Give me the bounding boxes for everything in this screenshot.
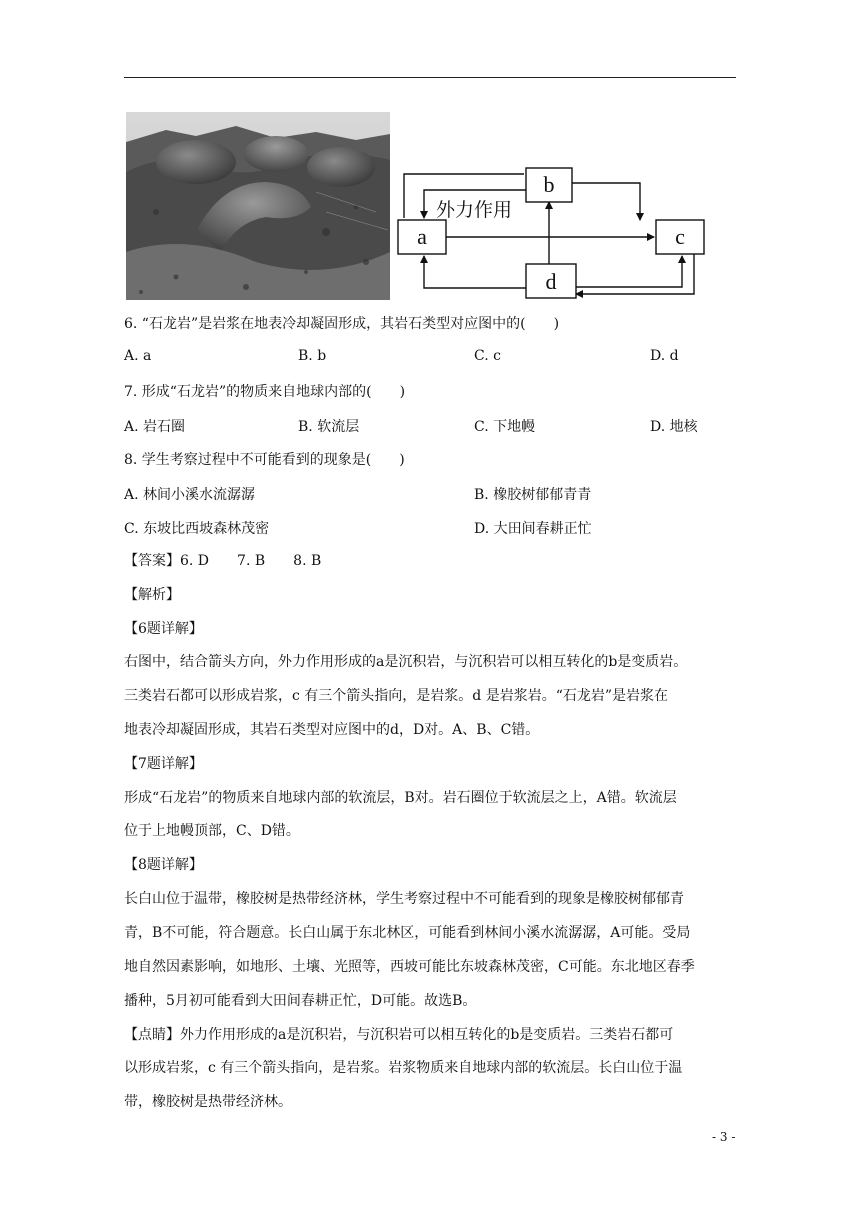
detail-6-line-2: 三类岩石都可以形成岩浆，c 有三个箭头指向，是岩浆。d 是岩浆岩。“石龙岩”是岩浆在: [124, 688, 669, 704]
q7-option-c: C. 下地幔: [474, 419, 536, 435]
detail-6-line-3: 地表冷却凝固形成，其岩石类型对应图中的d，D对。A、B、C错。: [124, 722, 540, 738]
q8-option-c: C. 东坡比西坡森林茂密: [124, 521, 270, 537]
answer-line: [124, 551, 321, 571]
detail-8-title: 【8题详解】: [124, 857, 203, 873]
detail-7-line-2: 位于上地幔顶部，C、D错。: [124, 823, 300, 839]
answer-label: 【答案】: [124, 553, 180, 569]
arrow-b-to-c: [572, 183, 640, 220]
detail-7-line-1: 形成“石龙岩”的物质来自地球内部的软流层，B对。岩石圈位于软流层之上，A错。软流层: [124, 790, 677, 806]
q6-option-b: B. b: [298, 348, 327, 364]
detail-6-line-1: 右图中，结合箭头方向，外力作用形成的a是沉积岩，与沉积岩可以相互转化的b是变质岩。: [124, 654, 688, 670]
q8-option-b: B. 橡胶树郁郁青青: [474, 487, 592, 503]
arrow-d-to-a: [424, 256, 526, 288]
q7-option-b: B. 软流层: [298, 419, 360, 435]
header-rule: [124, 77, 736, 78]
detail-6-title: 【6题详解】: [124, 621, 203, 637]
detail-8-line-4: 播种，5月初可能看到大田间春耕正忙，D可能。故选B。: [124, 993, 477, 1009]
box-a-label: a: [417, 224, 427, 249]
comment-line-1: 【点睛】外力作用形成的a是沉积岩，与沉积岩可以相互转化的b是变质岩。三类岩石都可: [124, 1027, 674, 1043]
arrow-d-to-c: [576, 256, 682, 287]
arrow-c-to-d: [576, 254, 694, 294]
rock-cycle-diagram: [394, 160, 716, 302]
external-force-label: 外力作用: [436, 199, 513, 221]
detail-8-line-2: 青，B不可能，符合题意。长白山属于东北林区，可能看到林间小溪水流潺潺，A可能。受局: [124, 925, 691, 941]
detail-8-line-3: 地自然因素影响，如地形、土壤、光照等，西坡可能比东坡森林茂密，C可能。东北地区春季: [124, 959, 695, 975]
box-d-label: d: [545, 269, 557, 294]
q7-option-d: D. 地核: [650, 419, 698, 435]
question-7-stem: 7. 形成“石龙岩”的物质来自地球内部的( ): [124, 384, 406, 400]
q8-option-a: A. 林间小溪水流潺潺: [124, 487, 256, 503]
answer-6: 6. D: [180, 553, 210, 569]
lava-rock-photo: [126, 112, 390, 300]
box-b-label: b: [543, 172, 555, 197]
comment-line-3: 带，橡胶树是热带经济林。: [124, 1094, 292, 1110]
question-8-stem: 8. 学生考察过程中不可能看到的现象是( ): [124, 452, 405, 468]
detail-7-title: 【7题详解】: [124, 756, 203, 772]
q7-option-a: A. 岩石圈: [124, 419, 186, 435]
q6-option-c: C. c: [474, 348, 501, 364]
box-c-label: c: [675, 224, 685, 249]
analysis-label: 【解析】: [124, 587, 180, 603]
answer-7: 7. B: [237, 553, 266, 569]
q6-option-a: A. a: [124, 348, 152, 364]
answer-8: 8. B: [293, 553, 322, 569]
detail-8-line-1: 长白山位于温带，橡胶树是热带经济林，学生考察过程中不可能看到的现象是橡胶树郁郁青: [124, 891, 684, 907]
question-6-stem: 6. “石龙岩”是岩浆在地表冷却凝固形成，其岩石类型对应图中的( ): [124, 316, 560, 332]
comment-line-2: 以形成岩浆，c 有三个箭头指向，是岩浆。岩浆物质来自地球内部的软流层。长白山位于温: [124, 1060, 683, 1076]
q8-option-d: D. 大田间春耕正忙: [474, 521, 592, 537]
page-number: - 3 -: [712, 1130, 736, 1144]
q6-option-d: D. d: [650, 348, 679, 364]
